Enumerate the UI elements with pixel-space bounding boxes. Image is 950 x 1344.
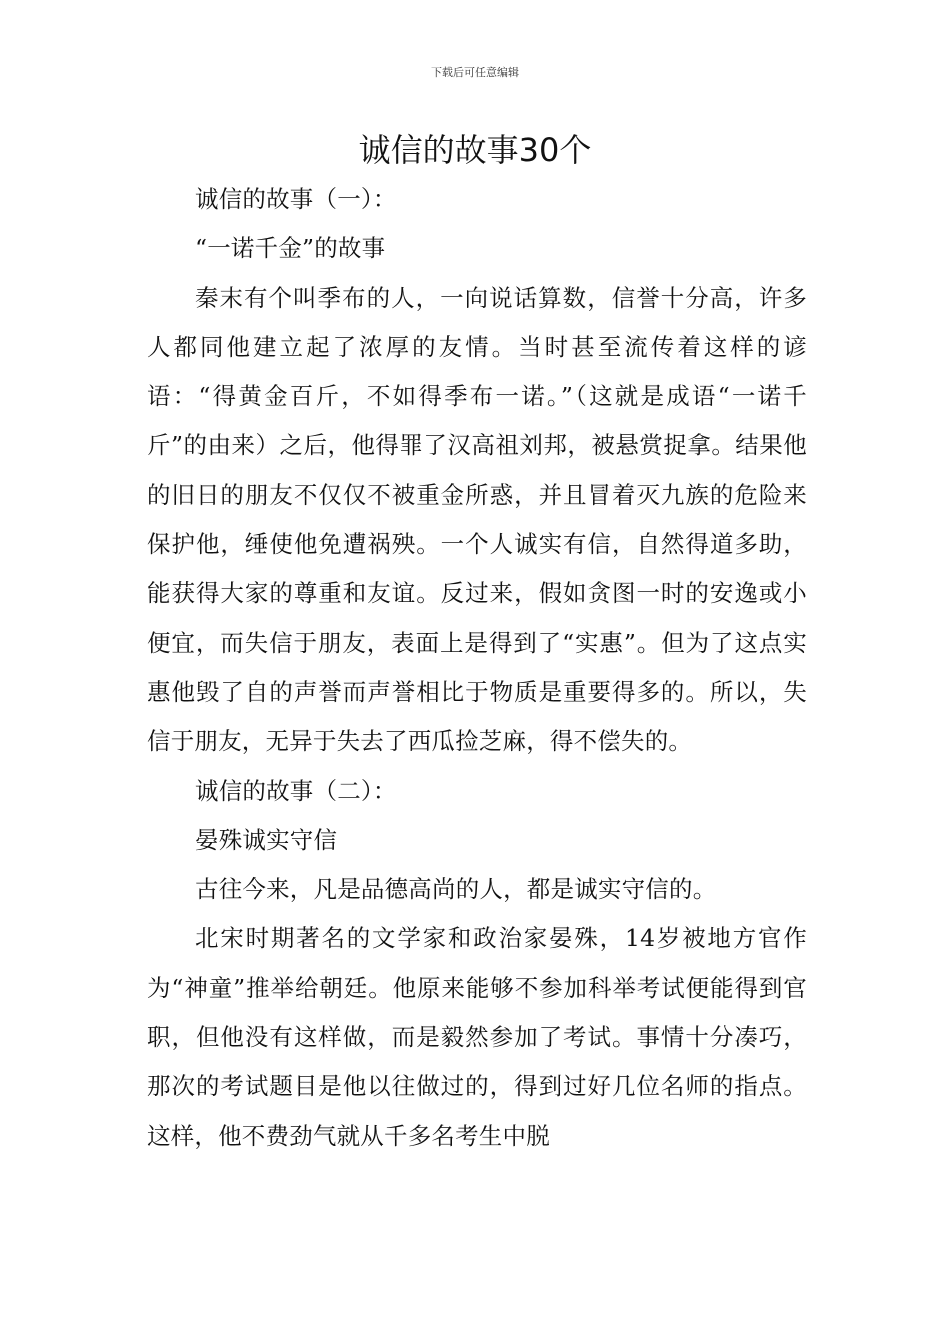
story-title-2: 晏殊诚实守信 xyxy=(195,825,338,854)
section-heading-1: 诚信的故事（一）： xyxy=(195,185,397,213)
story-paragraph-3: 北宋时期著名的文学家和政治家晏殊，14岁被地方官作为“神童”推举给朝廷。他原来能够不参加科举考试便能得到官职，但他没有这样做，而是毅然参加了考试。事情十分凑巧，那次的考试题目是他以往做过的，得到过好几位名师的指点。这样，他不费劲气就从千多名考生中脱 xyxy=(147,924,807,1150)
story-paragraph-1: 秦末有个叫季布的人，一向说话算数，信誉十分高，许多人都同他建立起了浓厚的友情。当时甚至流传着这样的谚语：“得黄金百斤，不如得季布一诺。”（这就是成语“一诺千斤”的由来）之后，他得罪了汉高祖刘邦，被悬赏捉拿。结果他的旧日的朋友不仅仅不被重金所惑，并且冒着灭九族的危险来保护他，缍使他免遭祸殃。一个人诚实有信，自然得道多助，能获得大家的尊重和友谊。反过来，假如贪图一时的安逸或小便宜，而失信于朋友，表面上是得到了“实惠”。但为了这点实惠他毁了自的声誉而声誉相比于物质是重要得多的。所以，失信于朋友，无异于失去了西瓜捡芝麻，得不偿失的。 xyxy=(147,283,807,756)
section-heading-2: 诚信的故事（二）： xyxy=(195,776,397,805)
document-title: 诚信的故事30个 xyxy=(358,131,592,169)
story-paragraph-2: 古往今来，凡是品德高尚的人，都是诚实守信的。 xyxy=(195,875,717,904)
document-body xyxy=(147,175,807,1161)
header-note: 下载后可任意编辑 xyxy=(431,66,519,79)
story-title-1: “一诺千金”的故事 xyxy=(195,234,386,263)
